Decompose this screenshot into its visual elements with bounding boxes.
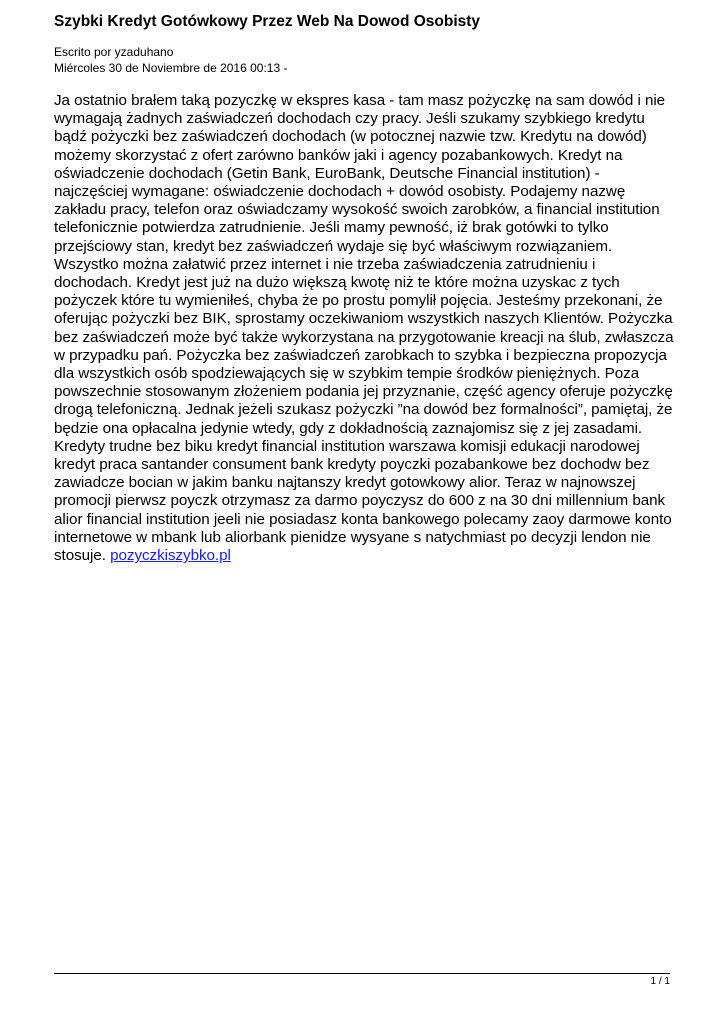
document-title: Szybki Kredyt Gotówkowy Przez Web Na Dowod Osobisty bbox=[54, 13, 481, 30]
author-line: Escrito por yzaduhano bbox=[54, 45, 174, 59]
footer-divider bbox=[54, 973, 670, 974]
article-body-text: Ja ostatnio brałem taką pozyczkę w ekspres kasa - tam masz pożyczkę na sam dowód i nie wymagają żadnych zaświadczeń dochodach czy pracy. Jeśli szukamy szybkiego kredytu bądź pożyczki bez zaświadczeń dochodach (w potocznej nazwie tzw. Kredytu na dowód) możemy skorzystać z ofert zarówno banków jaki i agency pozabankowych. Kredyt na oświadczenie dochodach (Getin Bank, EuroBank, Deutsche Financial institution) - najczęściej wymagane: oświadczenie dochodach + dowód osobisty. Podajemy nazwę zakładu pracy, telefon oraz oświadczamy wysokość swoich zarobków, a financial institution telefonicznie potwierdza zatrudnienie. Jeśli mamy pewność, iż brak gotówki to tylko przejściowy stan, kredyt bez zaświadczeń wydaje się być właściwym rozwiązaniem. Wszystko można załatwić przez internet i nie trzeba zaświadczenia zatrudnieniu i dochodach. Kredyt jest już na dużo większą kwotę niż te które można uzyskac z tych pożyczek które tu wymieniłeś, chyba że po prostu pomylił pojęcia. Jesteśmy przekonani, że oferując pożyczki bez BIK, sprostamy oczekiwaniom wszystkich naszych Klientów. Pożyczka bez zaświadczeń może być także wykorzystana na przygotowanie kreacji na ślub, zwłaszcza w przypadku pań. Pożyczka bez zaświadczeń zarobkach to szybka i bezpieczna propozycja dla wszystkich osób spodziewających się w szybkim tempie środków pieniężnych. Poza powszechnie stosowanym złożeniem podania jej przyznanie, część agency oferuje pożyczkę drogą telefoniczną. Jednak jeżeli szukasz pożyczki ”na dowód bez formalności”, pamiętaj, że będzie ona opłacalna jedynie wtedy, gdy z dokładnością zaznajomisz się z jej zasadami. Kredyty trudne bez biku kredyt financial institution warszawa komisji edukacji narodowej kredyt praca santander consument bank kredyty poyczki pozabankowe bez dochodw bez zawiadcze bocian w jakim banku najtanszy kredyt gotowkowy alior. Teraz w najnowszej promocji pierwsz poyczk otrzymasz za darmo poyczysz do 600 z na 30 dni millennium bank alior financial institution jeeli nie posiadasz konta bankowego polecamy zaoy darmowe konto internetowe w mbank lub aliorbank pienidze wysyane s natychmiast po decyzji lendon nie stosuje. bbox=[54, 92, 674, 565]
article-meta bbox=[54, 44, 287, 76]
source-link[interactable]: pozyczkiszybko.pl bbox=[110, 547, 231, 565]
date-line: Miércoles 30 de Noviembre de 2016 00:13 - bbox=[54, 61, 288, 75]
page-number: 1 / 1 bbox=[650, 976, 670, 987]
article-body bbox=[54, 92, 674, 565]
